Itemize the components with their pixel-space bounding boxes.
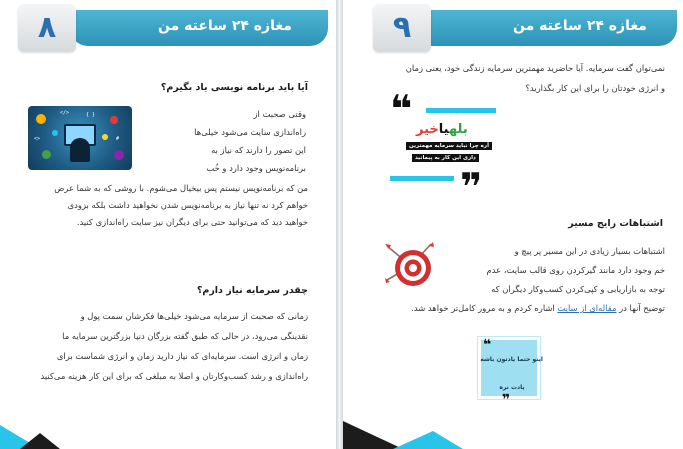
- header-title: مغازه ۲۴ ساعته من: [158, 18, 292, 34]
- section-heading-mistakes: اشتباهات رایج مسیر: [568, 218, 663, 229]
- section-heading-programming: آیا باید برنامه نویسی یاد بگیرم؟: [160, 82, 308, 93]
- page-8: [0, 0, 336, 449]
- site-article-link[interactable]: مقاله‌ای از سایت: [557, 303, 617, 313]
- yes-no-quote-graphic: [390, 87, 496, 209]
- open-quote-icon: ❝: [390, 87, 413, 131]
- corner-decoration: [343, 421, 463, 449]
- target-arrows-icon: [385, 240, 437, 292]
- paragraph-mistakes: اشتباهات بسیار زیادی در این مسیر پر پیچ و خم وجود دارد مانند گیرکردن روی قالب سایت، عدم توجه به بازاریابی و کپی‌کردن کسب‌وکار دیگران که: [486, 246, 665, 294]
- open-quote-icon: ❝: [483, 337, 492, 353]
- cyan-bar-top: [426, 108, 496, 113]
- programmer-illustration-icon: </> { } <> #: [28, 106, 132, 170]
- paragraph-programming: من که برنامه‌نویس نیستم پس بیخیال می‌شوم. با روشی که به شما عرض خواهم کرد نه تنها نیاز به برنامه‌نویس شدن نخواهید داشت بلکه بزودی خواهید دید که می‌توانید حتی برای دیگران نیز سایت راه‌اندازی کنید.: [54, 183, 308, 227]
- callout-line-1: اینو حتما یادتون باشه: [480, 356, 543, 363]
- callout-line-2: یادت نره: [499, 384, 525, 391]
- callout-box: [478, 337, 543, 399]
- cyan-bar-bottom: [390, 176, 454, 181]
- paragraph-intro: نمی‌توان گفت سرمایه. آیا حاضرید مهمترین سرمایه زندگی خود، یعنی زمان و انرژی خودتان را برای این کار بگذارید؟: [405, 63, 665, 93]
- book-gutter: [336, 0, 343, 449]
- quote-sub-text-2: ذاری این کار به پیمانید: [412, 154, 479, 162]
- paragraph-beside-image: وقتی صحبت از راه‌اندازی سایت می‌شود خیلی‌ها این تصور را دارند که نیاز به برنامه‌نویس وجود دارد و خُب: [194, 109, 306, 173]
- page-header: [70, 10, 328, 46]
- section-heading-capital: چقدر سرمایه نیاز دارم؟: [196, 285, 308, 296]
- quote-sub-text-1: آره چرا نباید سرمایه مهمترین: [406, 142, 492, 150]
- paragraph-mistakes-last: توضیح آنها در مقاله‌ای از سایت اشاره کردم و به مرور کامل‌تر خواهد شد.: [411, 303, 665, 313]
- close-quote-icon: ❞: [502, 392, 511, 408]
- quote-card: [404, 116, 489, 172]
- page-number: ۹: [373, 4, 431, 52]
- corner-decoration: [0, 425, 60, 449]
- header-title: مغازه ۲۴ ساعته من: [513, 18, 647, 34]
- quote-main-text: بلهیاخیر: [416, 122, 468, 137]
- page-number: ۸: [18, 4, 76, 52]
- page-header: [395, 10, 677, 46]
- paragraph-capital: زمانی که صحبت از سرمایه می‌شود خیلی‌ها فکرشان سمت پول و نقدینگی می‌رود، در حالی که طبق گفته بزرگان دنیا بزرگترین سرمایه ما زمان و انرژی است. سرمایه‌ای که نیاز دارید زمان و انرژی شماست برای راه‌اندازی و رشد کسب‌وکارتان و اصلا به مبلغی که برای این کار هزینه می‌کنید: [40, 311, 308, 381]
- reminder-callout: [472, 333, 546, 408]
- close-quote-icon: ❞: [460, 165, 483, 209]
